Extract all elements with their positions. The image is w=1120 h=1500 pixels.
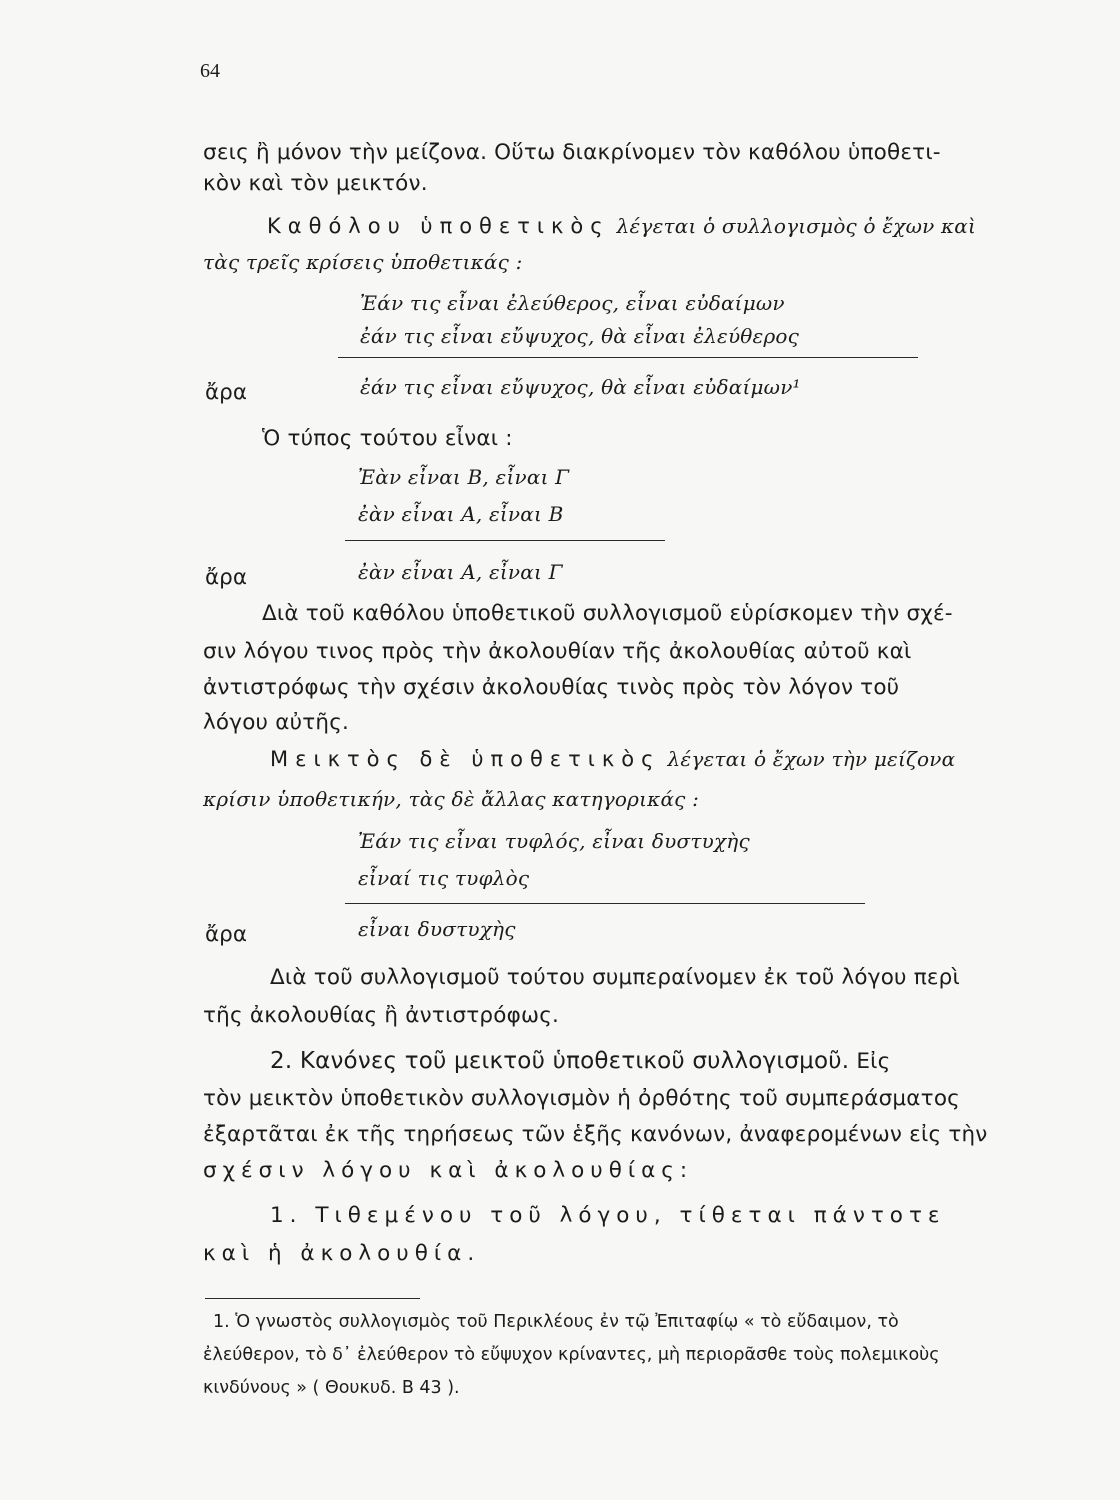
section-2-line-1 [270,1047,890,1076]
mixed-term: Μεικτὸς δὲ ὑποθετικὸς [270,747,661,771]
section-2-line-3: ἐξαρτᾶται ἐκ τῆς τηρήσεως τῶν ἑξῆς κανόνων, ἀναφερομένων εἰς τὴν [203,1122,988,1147]
universal-explain-line-2: σιν λόγου τινος πρὸς τὴν ἀκολουθίαν τῆς ἀκολουθίας αὐτοῦ καὶ [203,639,912,664]
ara-label-2: ἄρα [205,565,247,590]
universal-definition-line-1 [267,212,976,241]
syllogism-rule-2 [345,540,665,541]
rule-1-line-1: 1. Τιθεμένου τοῦ λόγου, τίθεται πάντοτε [270,1203,946,1228]
rule-1-line-2: καὶ ἡ ἀκολουθία. [203,1241,481,1266]
section-2-heading-rest: Εἰς [856,1049,891,1074]
footnote-line-2: ἐλεύθερον, τὸ δ᾽ ἐλεύθερον τὸ εὔψυχον κρίναντες, μὴ περιορᾶσθε τοὺς πολεμικοὺς [203,1345,940,1365]
universal-premise-1: Ἐάν τις εἶναι ἐλεύθερος, εἶναι εὐδαίμων [360,291,785,315]
mixed-definition-line-2: κρίσιν ὑποθετικήν, τὰς δὲ ἄλλας κατηγορικάς : [203,787,700,811]
intro-line-2: κὸν καὶ τὸν μεικτόν. [203,171,428,196]
universal-definition-line-2: τὰς τρεῖς κρίσεις ὑποθετικάς : [203,250,523,274]
section-2-line-4: σχέσιν λόγου καὶ ἀκολουθίας: [203,1158,694,1183]
intro-line-1: σεις ἢ μόνον τὴν μείζονα. Οὕτω διακρίνομεν τὸν καθόλου ὑποθετι- [203,140,941,165]
ara-label-1: ἄρα [205,380,247,405]
mixed-definition-line-1 [270,745,955,774]
footnote-line-1: 1. Ὁ γνωστὸς συλλογισμὸς τοῦ Περικλέους ἐν τῷ Ἐπιταφίῳ « τὸ εὔδαιμον, τὸ [213,1312,899,1332]
type-intro: Ὁ τύπος τούτου εἶναι : [262,426,513,451]
mixed-definition-text: λέγεται ὁ ἔχων τὴν μείζονα [667,747,956,771]
type-premise-1: Ἐὰν εἶναι Β, εἶναι Γ [358,465,570,489]
mixed-premise-2: εἶναί τις τυφλὸς [358,866,530,890]
universal-explain-line-3: ἀντιστρόφως τὴν σχέσιν ἀκολουθίας τινὸς πρὸς τὸν λόγον τοῦ [203,675,900,700]
universal-premise-2: ἐάν τις εἶναι εὔψυχος, θὰ εἶναι ἐλεύθερος [360,324,800,348]
ara-label-3: ἄρα [205,922,247,947]
mixed-explain-line-1: Διὰ τοῦ συλλογισμοῦ τούτου συμπεραίνομεν ἐκ τοῦ λόγου περὶ [270,965,961,990]
mixed-explain-line-2: τῆς ἀκολουθίας ἢ ἀντιστρόφως. [203,1003,560,1028]
mixed-premise-1: Ἐάν τις εἶναι τυφλός, εἶναι δυστυχὴς [358,829,750,853]
footnote-separator [205,1298,420,1299]
universal-definition-text: λέγεται ὁ συλλογισμὸς ὁ ἔχων καὶ [616,214,977,238]
type-conclusion: ἐὰν εἶναι Α, εἶναι Γ [358,560,563,584]
section-2-line-2: τὸν μεικτὸν ὑποθετικὸν συλλογισμὸν ἡ ὀρθότης τοῦ συμπεράσματος [203,1086,960,1111]
syllogism-rule-1 [338,357,918,358]
universal-explain-line-4: λόγου αὐτῆς. [203,710,350,735]
type-premise-2: ἐὰν εἶναι Α, εἶναι Β [358,502,564,526]
section-2-heading: 2. Κανόνες τοῦ μεικτοῦ ὑποθετικοῦ συλλογισμοῦ. [270,1048,850,1074]
footnote-line-3: κινδύνους » ( Θουκυδ. Β 43 ). [203,1378,460,1398]
syllogism-rule-3 [345,903,865,904]
page-number: 64 [200,60,220,82]
universal-conclusion: ἐάν τις εἶναι εὔψυχος, θὰ εἶναι εὐδαίμων¹ [360,375,801,399]
universal-explain-line-1: Διὰ τοῦ καθόλου ὑποθετικοῦ συλλογισμοῦ εὑρίσκομεν τὴν σχέ- [262,601,953,626]
mixed-conclusion: εἶναι δυστυχὴς [358,917,516,941]
universal-term: Καθόλου ὑποθετικὸς [267,214,610,238]
